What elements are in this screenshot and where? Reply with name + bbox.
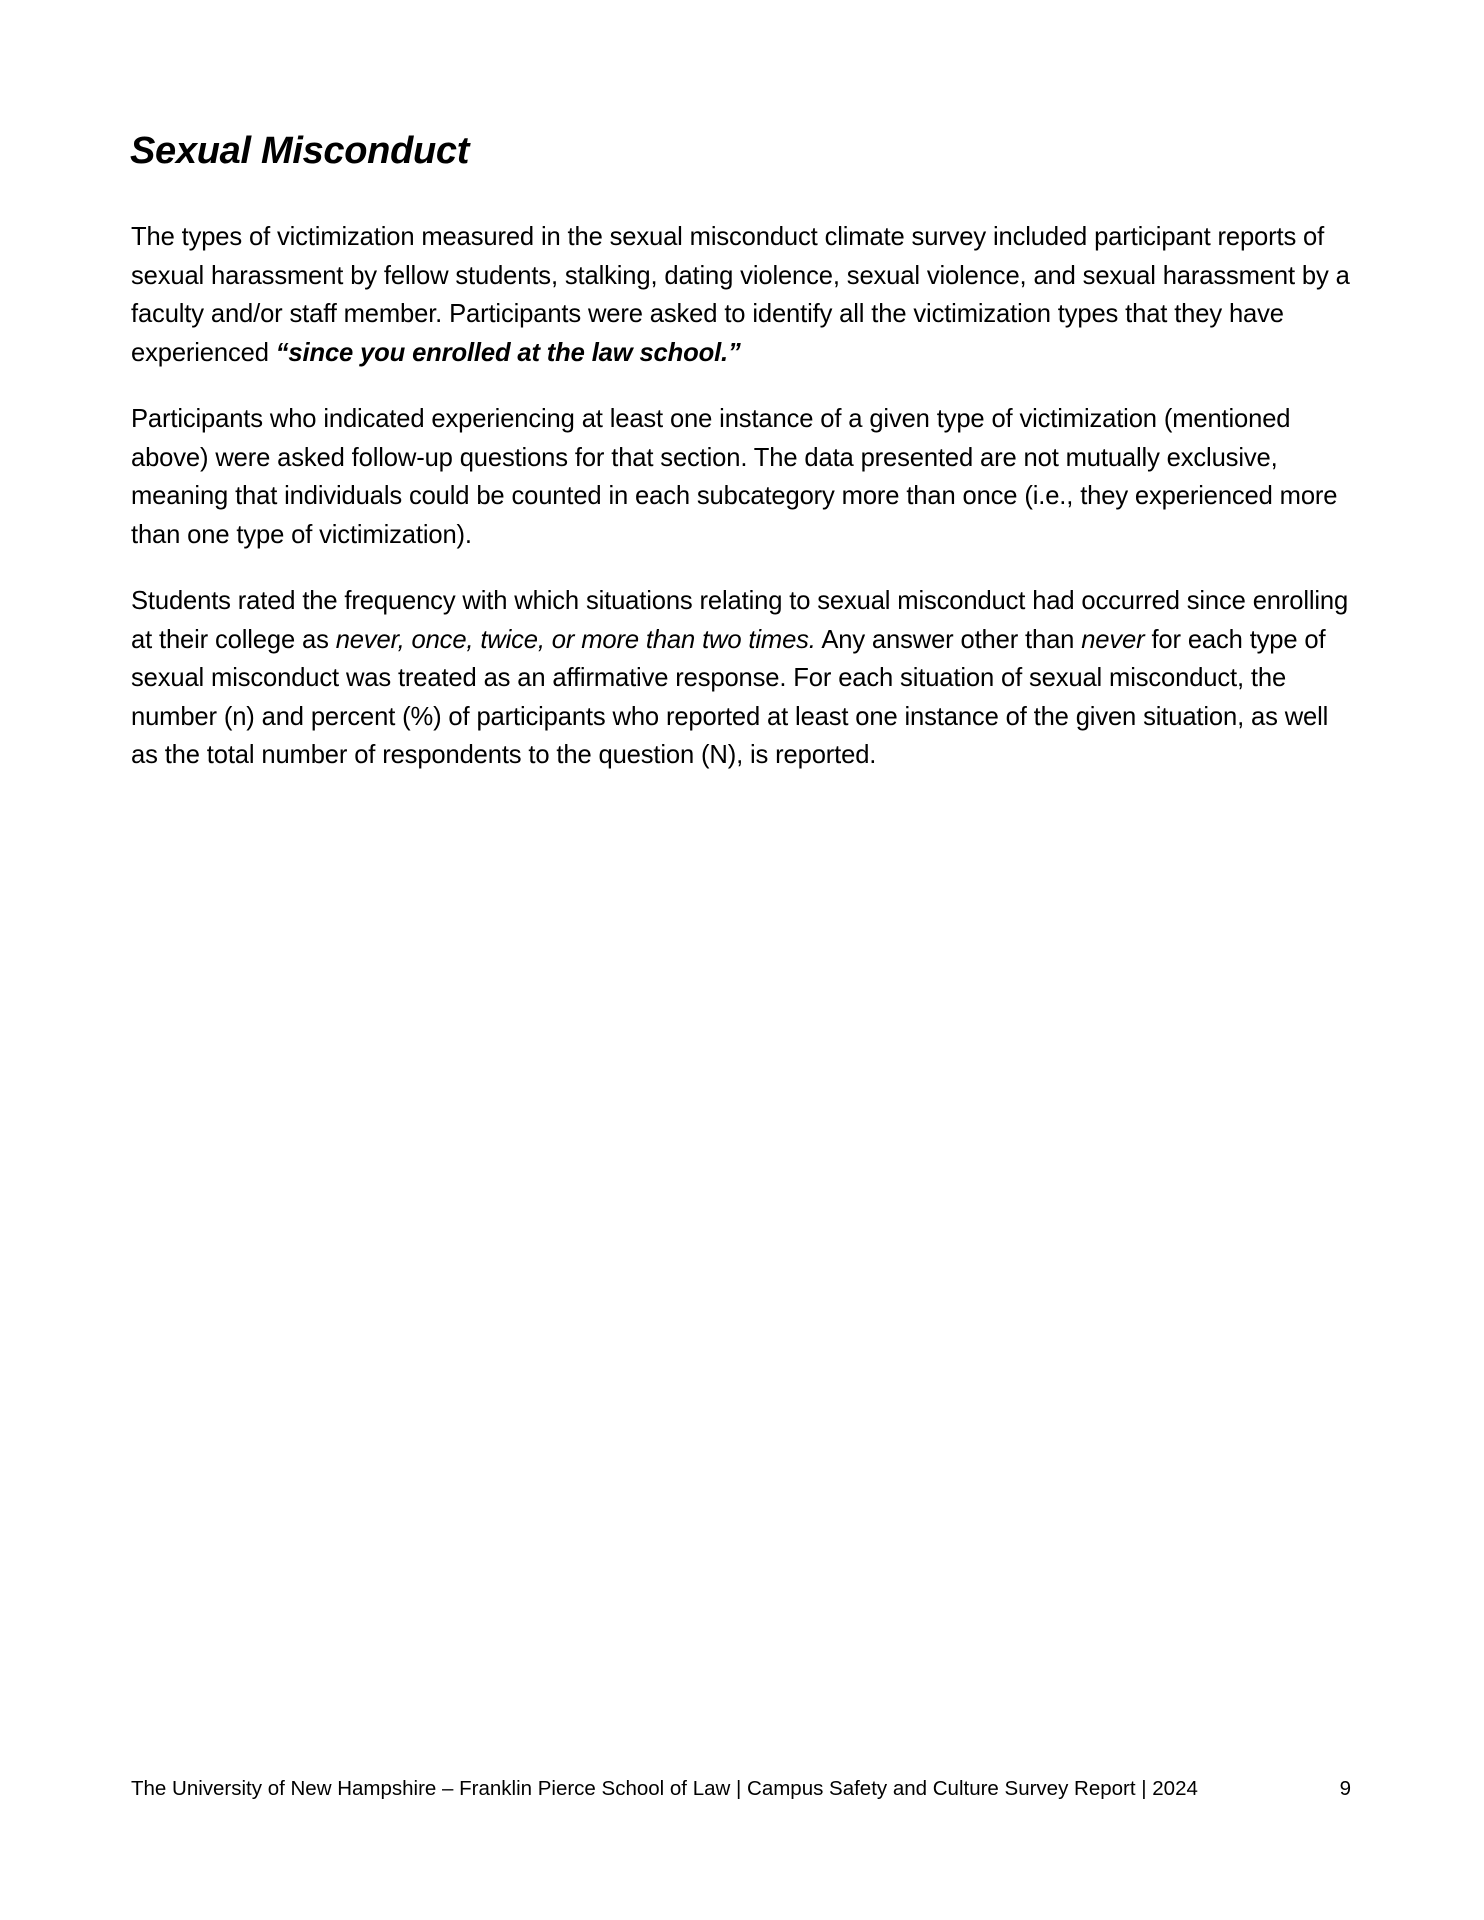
never-italic: never [1081,625,1145,654]
document-body [131,218,1351,803]
page-title: Sexual Misconduct [130,130,470,172]
paragraph-victimization-types-text: The types of victimization measured in the sexual misconduct climate survey included participant reports of sexual harassment by fellow students, stalking, dating violence, sexual violence, and sexual harassment by a faculty and/or staff member. Participants were asked to identify all the victimization types that they have experienced [131,223,1350,367]
frequency-options-italic: never, once, twice, or more than two times. [335,625,816,654]
page-footer [131,1774,1351,1804]
frequency-text-part-1: Students rated the frequency with which situations relating to sexual misconduct had occurred since enrolling at their college as [131,587,1349,654]
frequency-text-part-2: Any answer other than [815,625,1082,654]
page-number: 9 [1339,1777,1351,1800]
paragraph-victimization-types [131,218,1351,372]
frequency-text-part-3: for each type of sexual misconduct was treated as an affirmative response. For each situation of sexual misconduct, the number (n) and percent (%) of participants who reported at least one instance of the given situation, as well as the total number of respondents to the question (N), is reported. [131,625,1329,769]
since-enrolled-emphasis: “since you enrolled at the law school.” [275,338,741,367]
paragraph-frequency-ratings [131,582,1351,775]
footer-report-title: The University of New Hampshire – Franklin Pierce School of Law | Campus Safety and Culture Survey Report | 2024 [131,1777,1198,1800]
paragraph-follow-up-questions: Participants who indicated experiencing at least one instance of a given type of victimization (mentioned above) were asked follow-up questions for that section. The data presented are not mutually exclusive, meaning that individuals could be counted in each subcategory more than once (i.e., they experienced more than one type of victimization). [131,405,1338,549]
